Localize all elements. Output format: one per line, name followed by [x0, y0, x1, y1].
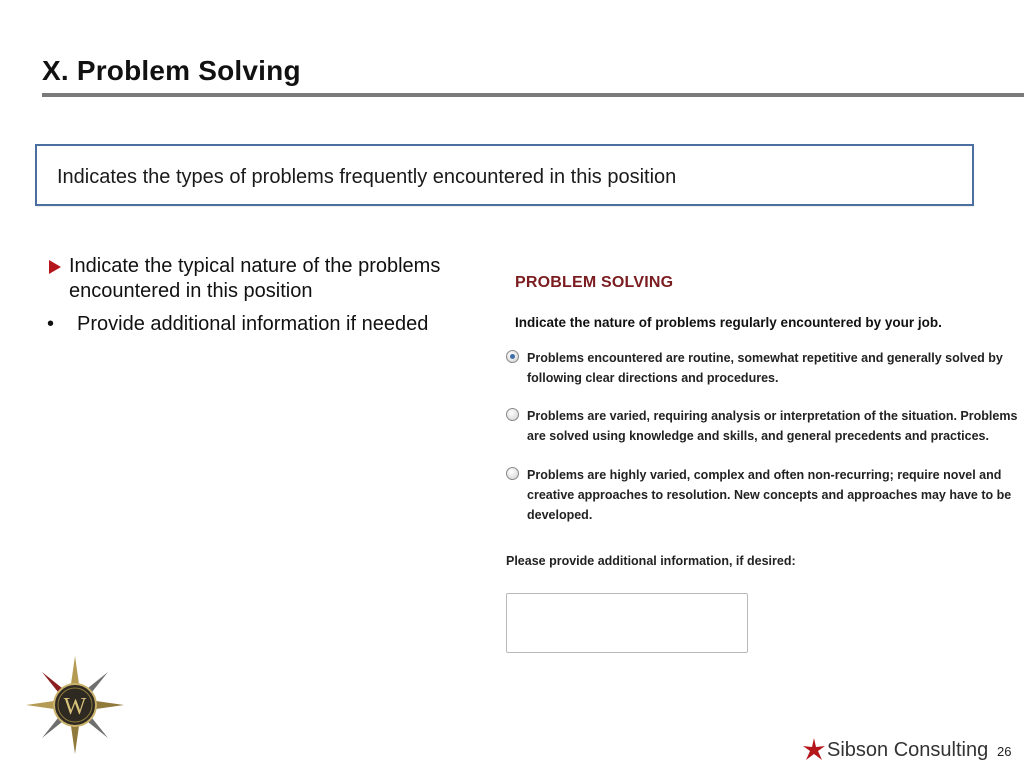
- page-number: 26: [997, 744, 1012, 759]
- callout-text: Indicates the types of problems frequently encountered in this position: [57, 166, 677, 188]
- radio-selected-icon[interactable]: [506, 350, 519, 363]
- bullet-text: Provide additional information if needed: [77, 313, 429, 335]
- option-label: Problems are highly varied, complex and often non-recurring; require novel and creative approaches to resolution. New concepts and approaches may have to be developed.: [527, 468, 1012, 522]
- form-question: Indicate the nature of problems regularly encountered by your job.: [515, 315, 942, 330]
- definition-callout: [35, 144, 974, 206]
- dot-bullet-icon: •: [47, 313, 55, 335]
- page-title: X. Problem Solving: [42, 55, 301, 86]
- svg-text:W: W: [63, 694, 87, 720]
- arrow-bullet-icon: [49, 260, 61, 274]
- form-heading: PROBLEM SOLVING: [515, 274, 674, 291]
- problem-solving-form: [500, 262, 1024, 662]
- bullet-text: Indicate the typical nature of the problems encountered in this position: [69, 255, 441, 302]
- bullet-list: [47, 254, 487, 337]
- bullet-item: [47, 254, 487, 304]
- compass-w-logo-icon: [26, 656, 124, 754]
- additional-info-input[interactable]: [506, 593, 748, 653]
- option-label: Problems are varied, requiring analysis or interpretation of the situation. Problems are solved using knowledge and skills, and general precedents and practices.: [527, 409, 1018, 443]
- sibson-star-icon: [802, 738, 826, 762]
- radio-unselected-icon[interactable]: [506, 467, 519, 480]
- radio-unselected-icon[interactable]: [506, 408, 519, 421]
- brand-name: Sibson Consulting: [827, 739, 989, 761]
- additional-info-label: Please provide additional information, if desired:: [506, 554, 796, 568]
- bullet-item: [47, 312, 487, 337]
- option-label: Problems encountered are routine, somewhat repetitive and generally solved by following clear directions and procedures.: [527, 351, 1003, 385]
- title-divider: [42, 93, 1024, 97]
